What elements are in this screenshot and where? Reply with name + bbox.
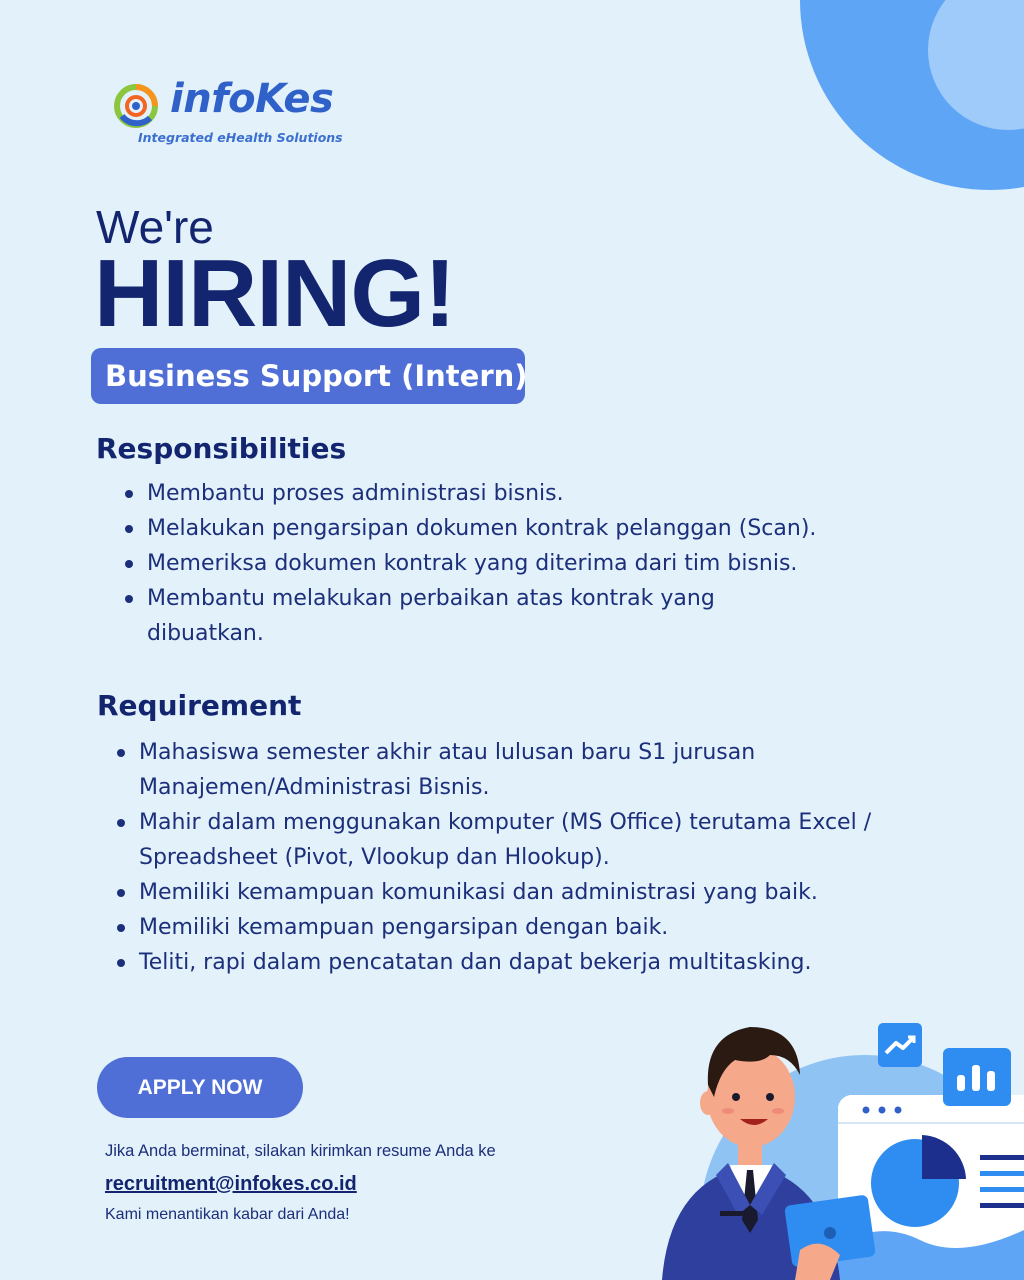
apply-now-button[interactable]: APPLY NOW [97,1057,303,1118]
list-item: Mahir dalam menggunakan komputer (MS Office) terutama Excel / Spreadsheet (Pivot, Vlookup dan Hlookup). [113,805,873,875]
requirement-title: Requirement [97,689,302,722]
position-badge: Business Support (Intern) [91,348,525,404]
list-item: Memiliki kemampuan pengarsipan dengan baik. [113,910,873,945]
footer-intro: Jika Anda berminat, silakan kirimkan resume Anda ke [105,1142,496,1160]
list-item: Membantu melakukan perbaikan atas kontrak yang dibuatkan. [121,581,821,651]
footer-closing: Kami menantikan kabar dari Anda! [105,1206,350,1223]
logo-swirl-icon [112,82,160,130]
list-item: Memiliki kemampuan komunikasi dan administrasi yang baik. [113,875,873,910]
requirement-list [113,735,873,980]
list-item: Teliti, rapi dalam pencatatan dan dapat bekerja multitasking. [113,945,873,980]
list-item: Membantu proses administrasi bisnis. [121,476,821,511]
recruitment-email-link[interactable]: recruitment@infokes.co.id [105,1173,357,1195]
headline-hiring: HIRING! [94,240,455,347]
businessman-dashboard-illustration [650,1015,1024,1280]
logo-wordmark: infoKes [170,76,334,122]
responsibilities-title: Responsibilities [96,432,347,465]
logo-tagline: Integrated eHealth Solutions [138,130,343,145]
infokes-logo [112,76,352,150]
list-item: Mahasiswa semester akhir atau lulusan baru S1 jurusan Manajemen/Administrasi Bisnis. [113,735,873,805]
responsibilities-list [121,476,821,651]
headline-were: We're [96,201,214,253]
list-item: Memeriksa dokumen kontrak yang diterima dari tim bisnis. [121,546,821,581]
list-item: Melakukan pengarsipan dokumen kontrak pelanggan (Scan). [121,511,821,546]
trend-up-icon [878,1023,922,1067]
bar-chart-icon [943,1048,1011,1106]
